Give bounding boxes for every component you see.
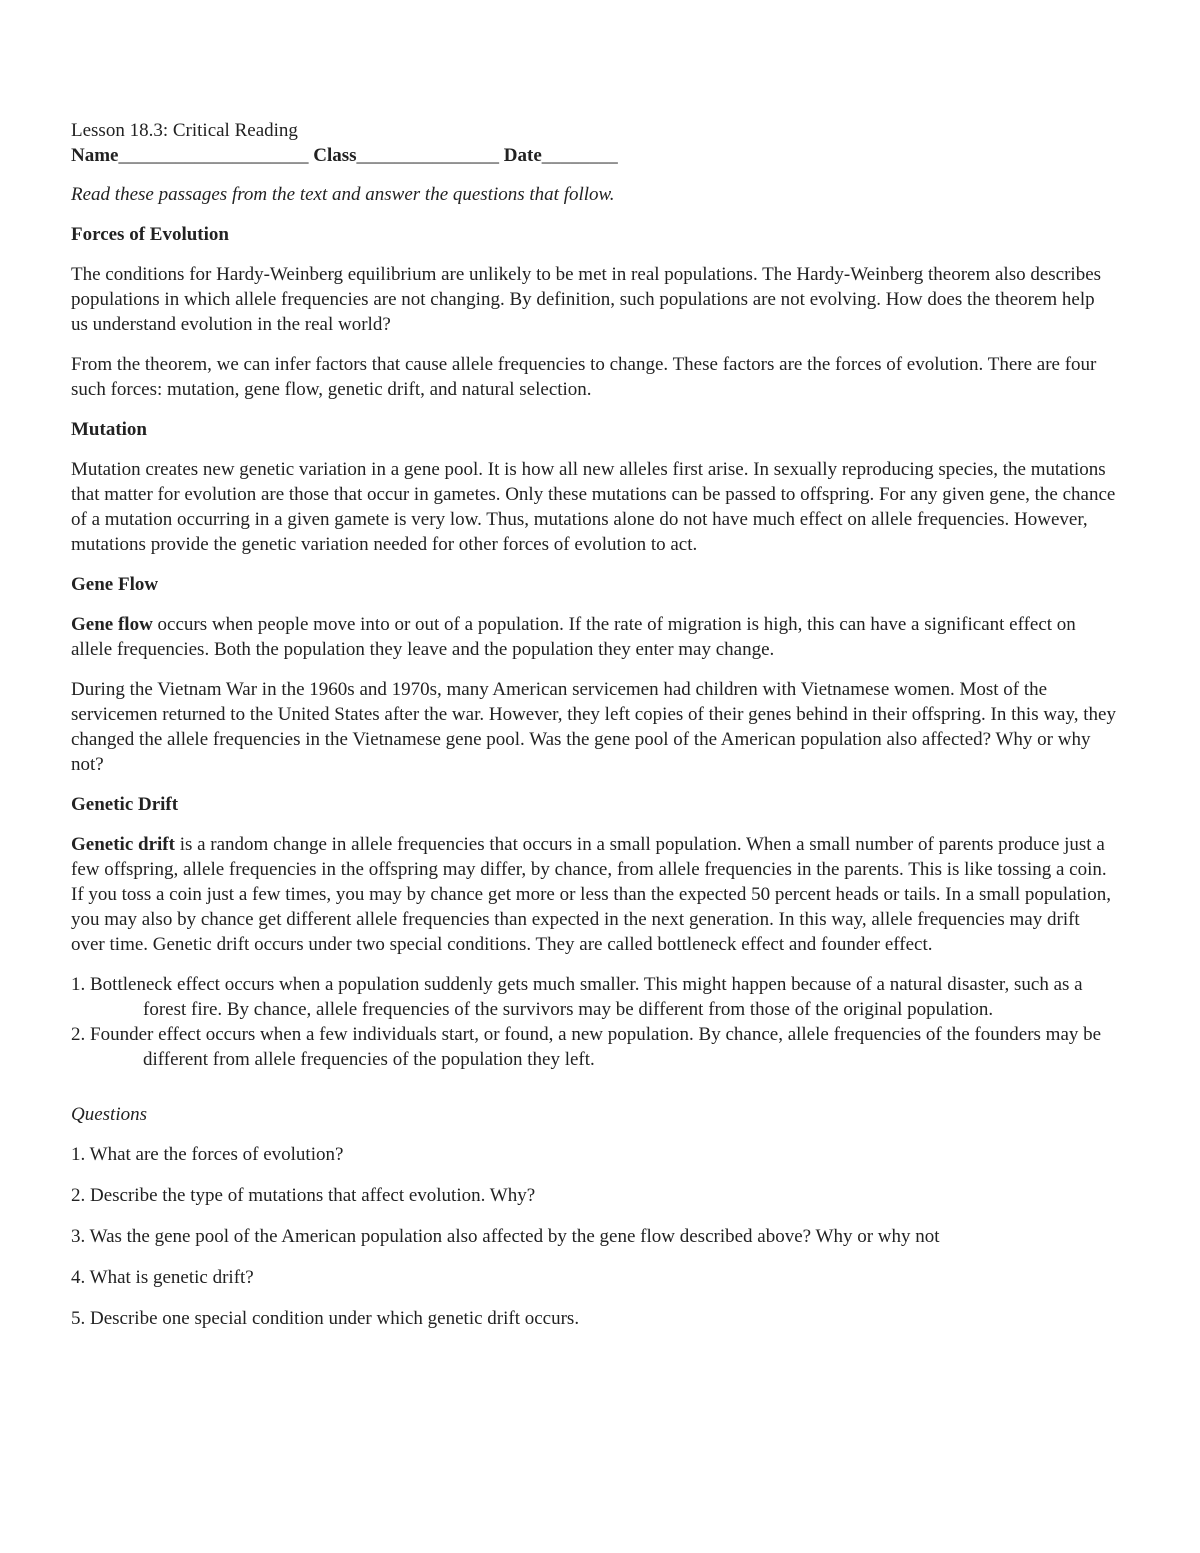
name-label: Name — [71, 145, 119, 166]
class-blank[interactable]: _______________ — [356, 145, 500, 166]
gene-flow-term: Gene flow — [71, 614, 153, 635]
genetic-drift-paragraph — [71, 832, 1116, 957]
date-label: Date — [503, 145, 542, 166]
instructions: Read these passages from the text and answer the questions that follow. — [71, 184, 615, 205]
list-item-founder: 2. Founder effect occurs when a few individuals start, or found, a new population. By chance, allele frequencies of the founders may be different from allele frequencies of the population they left. — [71, 1024, 1102, 1070]
class-label: Class — [313, 145, 357, 166]
forces-paragraph-2: From the theorem, we can infer factors that cause allele frequencies to change. These factors are the forces of evolution. There are four such forces: mutation, gene flow, genetic drift, and natural selection. — [71, 354, 1097, 400]
question-2: 2. Describe the type of mutations that affect evolution. Why? — [71, 1185, 536, 1206]
gene-flow-paragraph-1 — [71, 612, 1116, 662]
question-1: 1. What are the forces of evolution? — [71, 1144, 344, 1165]
name-blank[interactable]: ____________________ — [118, 145, 309, 166]
gene-flow-definition: occurs when people move into or out of a population. If the rate of migration is high, this can have a significant effect on allele frequencies. Both the population they leave and the population they enter may change. — [71, 614, 1076, 660]
genetic-drift-definition: is a random change in allele frequencies that occurs in a small population. When a small number of parents produce just a few offspring, allele frequencies in the offspring may differ, by chance, from allele frequencies in the parents. This is like tossing a coin. If you toss a coin just a few times, you may by chance get more or less than the expected 50 percent heads or tails. In a small population, you may also by chance get different allele frequencies than expected in the next generation. In this way, allele frequencies may drift over time. Genetic drift occurs under two special conditions. They are called bottleneck effect and founder effect. — [71, 834, 1111, 955]
question-3: 3. Was the gene pool of the American population also affected by the gene flow described above? Why or why not — [71, 1226, 940, 1247]
question-4: 4. What is genetic drift? — [71, 1267, 254, 1288]
date-blank[interactable]: ________ — [541, 145, 618, 166]
list-item-bottleneck: 1. Bottleneck effect occurs when a population suddenly gets much smaller. This might happen because of a natural disaster, such as a forest fire. By chance, allele frequencies of the survivors may be different from those of the original population. — [71, 974, 1083, 1020]
question-5: 5. Describe one special condition under which genetic drift occurs. — [71, 1308, 580, 1329]
drift-conditions-list — [71, 972, 1116, 1072]
mutation-paragraph: Mutation creates new genetic variation in a gene pool. It is how all new alleles first arise. In sexually reproducing species, the mutations that matter for evolution are those that occur in gametes. Only these mutations can be passed to offspring. For any given gene, the chance of a mutation occurring in a given gamete is very low. Thus, mutations alone do not have much effect on allele frequencies. However, mutations provide the genetic variation needed for other forces of evolution to act. — [71, 459, 1116, 555]
lesson-title: Lesson 18.3: Critical Reading — [71, 120, 298, 141]
worksheet-page — [71, 118, 1116, 1347]
forces-paragraph-1: The conditions for Hardy-Weinberg equilibrium are unlikely to be met in real populations. The Hardy-Weinberg theorem also describes populations in which allele frequencies are not changing. By definition, such populations are not evolving. How does the theorem help us understand evolution in the real world? — [71, 264, 1102, 335]
student-info-line — [71, 143, 1116, 168]
section-title-genetic-drift: Genetic Drift — [71, 794, 179, 815]
genetic-drift-term: Genetic drift — [71, 834, 175, 855]
gene-flow-paragraph-2: During the Vietnam War in the 1960s and 1970s, many American servicemen had children with Vietnamese women. Most of the servicemen returned to the United States after the war. However, they left copies of their genes behind in their offspring. In this way, they changed the allele frequencies in the Vietnamese gene pool. Was the gene pool of the American population also affected? Why or why not? — [71, 679, 1116, 775]
section-title-gene-flow: Gene Flow — [71, 574, 159, 595]
questions-title: Questions — [71, 1104, 147, 1125]
section-title-mutation: Mutation — [71, 419, 147, 440]
section-title-forces: Forces of Evolution — [71, 224, 229, 245]
